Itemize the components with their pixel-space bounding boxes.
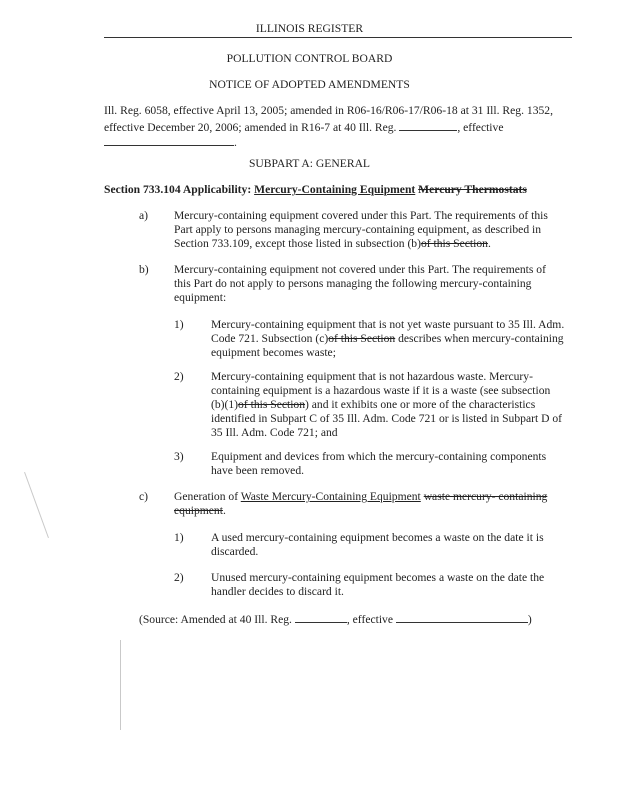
item-b3-text — [211, 450, 581, 478]
section-deleted-text: Mercury Thermostats — [418, 183, 527, 196]
item-b1-line-3: equipment becomes waste; — [211, 346, 336, 359]
item-b2-line-3a: (b)(1) — [211, 398, 239, 411]
subsection-a-deleted: of this Section — [420, 237, 488, 250]
subsection-b-line-3: equipment: — [174, 291, 227, 304]
subsection-c-deleted: waste mercury- containing — [423, 490, 548, 503]
source-blank-reg — [295, 611, 347, 623]
section-added-text: Mercury-Containing Equipment — [254, 183, 416, 196]
item-b2-line-2: containing equipment is a hazardous waste if it is a waste (see subsection — [211, 384, 551, 397]
citation-blank-reg — [399, 119, 457, 131]
citation-period: . — [234, 136, 237, 149]
item-c2-line-1: Unused mercury-containing equipment becomes a waste on the date the — [211, 571, 545, 584]
item-c2-label: 2) — [174, 571, 184, 584]
subsection-c-line-1 — [174, 490, 574, 504]
subsection-c-period: . — [222, 504, 226, 517]
item-c2-text — [211, 571, 581, 599]
notice-title: NOTICE OF ADOPTED AMENDMENTS — [209, 78, 410, 91]
source-text: (Source: Amended at 40 Ill. Reg. — [139, 613, 292, 626]
item-b2-line-4: identified in Subpart C of 35 Ill. Adm. Code 721 or is listed in Subpart D of — [211, 412, 563, 425]
citation-line-3 — [104, 134, 237, 150]
item-b2-line-1: Mercury-containing equipment that is not hazardous waste. Mercury- — [211, 370, 533, 383]
item-c1-line-2: discarded. — [211, 545, 259, 558]
item-c1-label: 1) — [174, 531, 184, 544]
source-blank-date — [396, 611, 528, 623]
subsection-b-line-1: Mercury-containing equipment not covered under this Part. The requirements of — [174, 263, 546, 276]
subsection-c-added: Waste Mercury-Containing Equipment — [240, 490, 421, 503]
subsection-c-line-1a: Generation of — [174, 490, 239, 503]
subpart-heading: SUBPART A: GENERAL — [248, 157, 371, 170]
citation-line-1: Ill. Reg. 6058, effective April 13, 2005; amended in R06-16/R06-17/R06-18 at 31 Ill. Reg. 1352, — [104, 104, 553, 117]
subsection-a-period: . — [487, 237, 491, 250]
item-b2-line-5: 35 Ill. Adm. Code 721; and — [211, 426, 338, 439]
subsection-a-label: a) — [139, 209, 149, 222]
item-b1-line-2a: Code 721. Subsection (c) — [211, 332, 329, 345]
subsection-b-line-2: this Part do not apply to persons managing the following mercury-containing — [174, 277, 532, 290]
source-close-paren: ) — [527, 613, 532, 626]
item-b3-line-1: Equipment and devices from which the mercury-containing components — [211, 450, 547, 463]
scan-mark-2 — [120, 640, 121, 730]
citation-blank-date — [104, 134, 234, 146]
source-note — [139, 611, 532, 627]
section-number: Section 733.104 — [104, 183, 181, 196]
item-b2-label: 2) — [174, 370, 184, 383]
subsection-c-label: c) — [139, 490, 149, 503]
section-label: Applicability: — [182, 183, 252, 196]
item-b1-deleted: of this Section — [328, 332, 396, 345]
item-b1-text — [211, 318, 581, 360]
source-effective: , effective — [346, 613, 393, 626]
item-b1-line-1: Mercury-containing equipment that is not yet waste pursuant to 35 Ill. Adm. — [211, 318, 565, 331]
subsection-c-line-2 — [174, 504, 574, 518]
item-b1-line-2b: describes when mercury-containing — [395, 332, 564, 345]
subsection-b-text — [174, 263, 574, 305]
item-b2-line-3 — [211, 398, 581, 412]
subsection-a-line-3 — [174, 237, 574, 251]
item-b3-label: 3) — [174, 450, 184, 463]
header-rule — [104, 37, 572, 38]
subsection-a-line-1: Mercury-containing equipment covered under this Part. The requirements of this — [174, 209, 548, 222]
item-b3-line-2: have been removed. — [211, 464, 305, 477]
item-c1-text — [211, 531, 581, 559]
citation-effective: , effective — [457, 121, 504, 134]
register-title: ILLINOIS REGISTER — [255, 22, 364, 35]
item-c1-line-1: A used mercury-containing equipment becomes a waste on the date it is — [211, 531, 544, 544]
item-b2-deleted: of this Section — [238, 398, 306, 411]
citation-line-2-text: effective December 20, 2006; amended in R16-7 at 40 Ill. Reg. — [104, 121, 397, 134]
subsection-a-text — [174, 209, 574, 251]
subsection-b-label: b) — [139, 263, 149, 276]
section-heading — [104, 183, 527, 197]
item-b2-line-3b: ) and it exhibits one or more of the characteristics — [305, 398, 536, 411]
scan-mark-1 — [24, 472, 49, 538]
subsection-a-line-3-text: Section 733.109, except those listed in subsection (b) — [174, 237, 421, 250]
item-b2-text — [211, 370, 581, 440]
subsection-c-text — [174, 490, 574, 518]
item-b1-label: 1) — [174, 318, 184, 331]
subsection-a-line-2: Part apply to persons managing mercury-containing equipment, as described in — [174, 223, 542, 236]
board-title: POLLUTION CONTROL BOARD — [226, 52, 393, 65]
item-b1-line-2 — [211, 332, 581, 346]
item-c2-line-2: handler decides to discard it. — [211, 585, 344, 598]
citation-line-2 — [104, 119, 584, 135]
subsection-c-deleted-2: equipment — [174, 504, 223, 517]
